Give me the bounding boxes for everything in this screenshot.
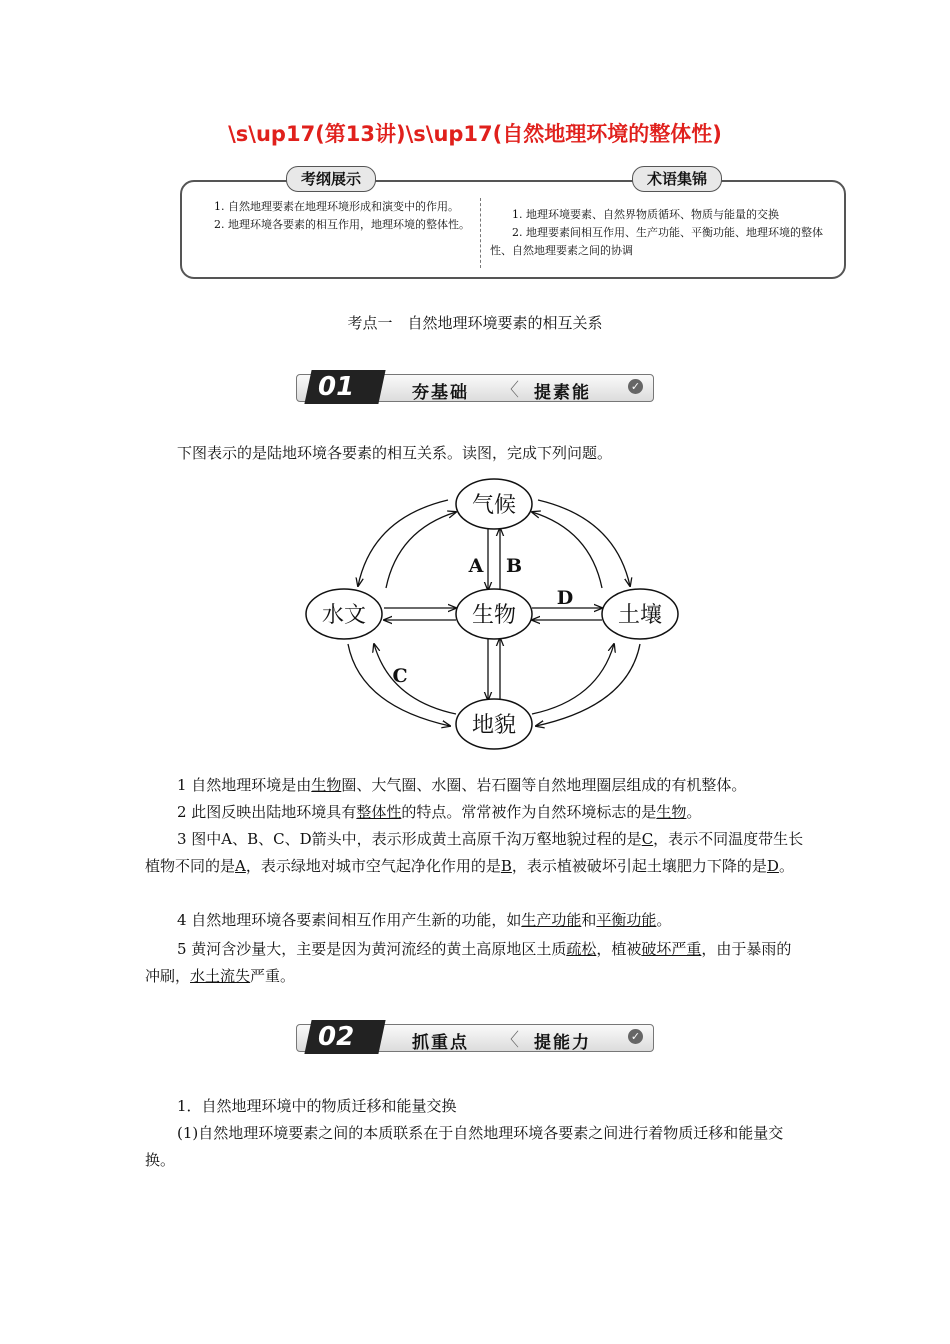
terms-tab: 术语集锦: [632, 166, 722, 192]
terms-item: 2. 地理要素间相互作用、生产功能、平衡功能、地理环境的整体性、自然地理要素之间的协调: [490, 226, 823, 257]
terms-list: [490, 206, 835, 260]
label-a: A: [468, 555, 484, 577]
q3-answer-2: A: [235, 857, 246, 875]
q3-answer-1: C: [641, 830, 654, 848]
page-title: \s\up17(第13讲)\s\up17(自然地理环境的整体性): [228, 122, 722, 146]
q5-text: 5 黄河含沙量大，主要是因为黄河流经的黄土高原地区土质: [177, 940, 567, 958]
exam-outline-tab: 考纲展示: [286, 166, 376, 192]
q1-text: 1 自然地理环境是由: [177, 776, 312, 794]
q4-text-end: 。: [656, 911, 672, 929]
banner-label-primary: 抓重点: [412, 1033, 469, 1053]
question-3: [145, 826, 805, 880]
q1-answer: 生物: [311, 776, 342, 794]
exam-outline-item: 1. 自然地理要素在地理环境形成和演变中的作用。: [214, 200, 459, 213]
element-relationship-diagram: [300, 478, 690, 750]
arc-right-to-bottom: [536, 644, 640, 726]
question-1: [145, 772, 805, 799]
q4-text-mid: 和: [581, 911, 597, 929]
question-5: [145, 936, 805, 990]
q3-answer-4: D: [766, 857, 779, 875]
arc-top-to-left: [358, 500, 448, 586]
q3-answer-3: B: [500, 857, 512, 875]
check-icon: ✓: [628, 1029, 643, 1044]
point-1-1-text: (1)自然地理环境要素之间的本质联系在于自然地理环境各要素之间进行着物质迁移和能量交换。: [145, 1124, 784, 1169]
q5-answer-2: 破坏严重: [641, 940, 702, 958]
label-b: B: [505, 555, 523, 577]
chevron-left-icon: 〈: [501, 1030, 519, 1051]
node-landform: 地貌: [471, 713, 517, 738]
section-banner-01: [296, 370, 654, 404]
column-divider: [480, 198, 481, 268]
q4-text: 4 自然地理环境各要素间相互作用产生新的功能，如: [177, 911, 522, 929]
q5-text-end: 严重。: [250, 967, 296, 985]
check-icon: ✓: [628, 379, 643, 394]
label-c: C: [392, 665, 408, 687]
banner-label-secondary: 提能力: [534, 1033, 591, 1053]
q5-text-2: ，植被: [596, 940, 642, 958]
q2-text-end: 。: [686, 803, 702, 821]
section-banner-02: [296, 1020, 654, 1054]
q3-text-4: ，表示植被破坏引起土壤肥力下降的是: [511, 857, 767, 875]
q5-text-3: ，由于暴雨的冲刷，: [145, 940, 792, 985]
q4-answer-1: 生产功能: [521, 911, 582, 929]
arc-top-to-right: [538, 500, 630, 586]
q3-text: 3 图中A、B、C、D箭头中，表示形成黄土高原千沟万壑地貌过程的是: [177, 830, 642, 848]
q3-text-3: ，表示绿地对城市空气起净化作用的是: [245, 857, 501, 875]
banner-label-primary: 夯基础: [412, 383, 469, 403]
arc-bottom-to-right: [532, 644, 614, 714]
q3-text-end: 。: [778, 857, 794, 875]
q1-text-end: 圈、大气圈、水圈、岩石圈等自然地理圈层组成的有机整体。: [341, 776, 747, 794]
q5-answer-3: 水土流失: [190, 967, 251, 985]
point-1-heading: 1．自然地理环境中的物质迁移和能量交换: [177, 1097, 457, 1115]
question-2: [145, 799, 805, 826]
q5-answer-1: 疏松: [566, 940, 597, 958]
q4-answer-2: 平衡功能: [596, 911, 657, 929]
q2-answer-2: 生物: [656, 803, 687, 821]
exam-outline-item: 2. 地理环境各要素的相互作用，地理环境的整体性。: [214, 218, 470, 231]
banner-label-secondary: 提素能: [534, 383, 591, 403]
banner-number: 02: [318, 1022, 355, 1052]
node-bio: 生物: [471, 603, 517, 628]
label-d: D: [556, 587, 574, 609]
exam-outline-list: [192, 198, 472, 234]
banner-number: 01: [318, 372, 355, 402]
arc-bottom-to-left: [374, 644, 456, 714]
node-climate: 气候: [471, 493, 517, 518]
q2-answer-1: 整体性: [356, 803, 402, 821]
chevron-left-icon: 〈: [501, 380, 519, 401]
q2-text: 2 此图反映出陆地环境具有: [177, 803, 357, 821]
node-water: 水文: [321, 603, 367, 628]
section-subheading: 考点一 自然地理环境要素的相互关系: [347, 314, 603, 332]
q3-text-2: ，表示不同温度带生长植物不同的是: [145, 830, 804, 875]
question-4: [145, 907, 805, 934]
terms-item: 1. 地理环境要素、自然界物质循环、物质与能量的交换: [512, 208, 779, 221]
q2-text-mid: 的特点。常常被作为自然环境标志的是: [401, 803, 657, 821]
node-soil: 土壤: [617, 603, 663, 628]
intro-text: 下图表示的是陆地环境各要素的相互关系。读图，完成下列问题。: [177, 444, 613, 462]
